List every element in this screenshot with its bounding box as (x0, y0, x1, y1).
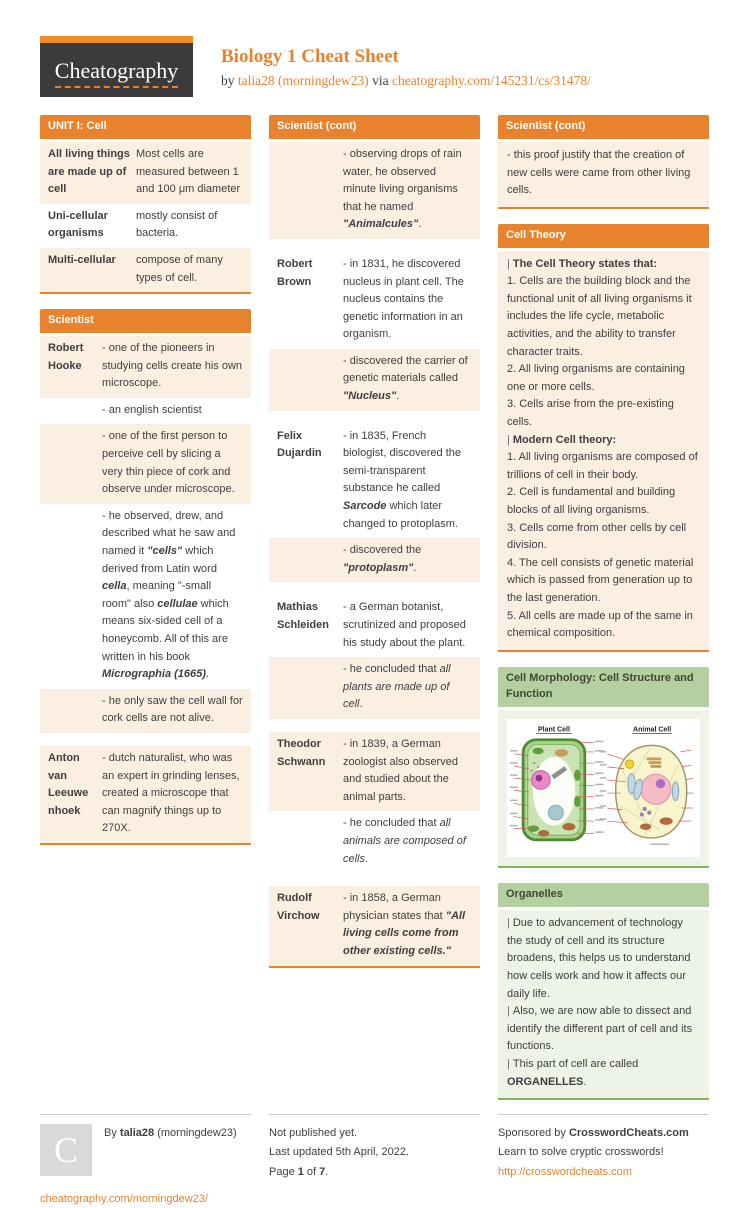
animal-golgi (650, 765, 661, 768)
table-row (269, 424, 480, 539)
animal-cell-title: Animal Cell (633, 725, 672, 733)
table-row (269, 595, 480, 657)
section-cell-morphology (498, 667, 709, 869)
table-row (269, 732, 480, 811)
section-header: UNIT I: Cell (40, 115, 251, 139)
profile-url-link[interactable]: cheatography.com/morningdew23/ (40, 1193, 208, 1206)
row-spacer (269, 239, 480, 252)
row-term (40, 398, 100, 425)
row-term (269, 538, 341, 582)
row-term: Anton van Leeuwe nhoek (48, 751, 89, 817)
cheatography-c-logo: C (40, 1124, 92, 1176)
table-row (40, 336, 251, 398)
plant-mitochondrion (562, 823, 575, 830)
sponsor-url-link[interactable]: http://crosswordcheats.com (498, 1165, 632, 1178)
section-text: | Due to advancement of technology the study of cell and its structure broadens, this helps us to understand how cells work and how it affects our daily life. | Also, we are now able to dissect and identify the different part of cell and its functions. | This part of cell are called ORGANELLES. (498, 910, 709, 1098)
row-term: All living things are made up of cell (48, 147, 130, 196)
row-term (40, 424, 100, 503)
logo-wordmark: Cheatography (40, 43, 193, 97)
table-row (40, 204, 251, 248)
table-row (40, 248, 251, 292)
row-definition: - in 1839, a German zoologist also observed and studied about the animal parts. (343, 737, 458, 803)
row-definition: - discovered the carrier of genetic materials called "Nucleus". (343, 354, 468, 403)
section-organelles (498, 883, 709, 1100)
via-label: via (372, 72, 389, 88)
row-definition: - observing drops of rain water, he observed minute living organisms that he named "Animalcules". (343, 147, 462, 231)
row-term: Uni-cellular organisms (48, 209, 108, 240)
row-term: Rudolf Virchow (277, 892, 320, 922)
footer-byline: By talia28 (morningdew23) (104, 1127, 237, 1140)
column-3 (498, 115, 709, 1100)
last-updated: Last updated 5th April, 2022. (269, 1146, 410, 1159)
row-term: Multi-cellular (48, 253, 116, 266)
row-term: Robert Brown (277, 257, 313, 288)
table-row (40, 142, 251, 204)
plant-cell-title: Plant Cell (537, 725, 570, 733)
animal-golgi (647, 757, 662, 760)
sponsor-tagline: Learn to solve cryptic crosswords! (498, 1146, 664, 1159)
section-header: Scientist (cont) (269, 115, 480, 139)
table-row (269, 142, 480, 239)
cell-diagram-image[interactable] (507, 719, 700, 858)
table-row (40, 504, 251, 689)
section-scientist-cont-2 (498, 115, 709, 209)
plant-chloroplast (528, 825, 539, 832)
logo-accent-bar (40, 36, 193, 43)
column-2 (269, 115, 480, 968)
row-definition: - he concluded that all plants are made up of cell. (343, 663, 451, 711)
table-row (40, 689, 251, 733)
footer-sponsor-column (498, 1114, 709, 1207)
row-definition: - one of the first person to perceive cell by slicing a very thin piece of cork and observe under microscope. (102, 430, 235, 496)
byline (221, 73, 591, 89)
table-row (40, 746, 251, 843)
sponsor-line: Sponsored by CrosswordCheats.com (498, 1127, 689, 1140)
animal-golgi (648, 761, 661, 764)
content-columns (40, 115, 710, 1100)
section-cell-theory (498, 224, 709, 652)
animal-er (672, 781, 679, 800)
animal-mitochondrion (660, 817, 673, 824)
row-definition: - in 1858, a German physician states that "All living cells come from other existing cells." (343, 892, 466, 957)
page-footer (40, 1114, 710, 1207)
row-term (269, 349, 341, 411)
plant-mitochondrion (538, 830, 549, 837)
row-definition: - discovered the "protoplasm". (343, 544, 422, 574)
row-definition: compose of many types of cell. (136, 253, 223, 284)
section-header: Cell Morphology: Cell Structure and Function (498, 667, 709, 707)
plant-chloroplast (532, 747, 543, 754)
plant-chloroplast (574, 769, 581, 780)
row-definition: mostly consist of bacteria. (136, 209, 218, 240)
animal-mitochondrion (640, 823, 651, 830)
footer-status-column (269, 1114, 480, 1207)
row-spacer (40, 733, 251, 746)
row-definition: - in 1831, he discovered nucleus in plant cell. The nucleus contains the genetic information in an organism. (343, 257, 464, 341)
section-header: Scientist (cont) (498, 115, 709, 139)
plant-golgi (555, 749, 568, 756)
row-spacer (269, 582, 480, 595)
by-label: by (221, 72, 235, 88)
table-row (269, 538, 480, 582)
row-definition: - dutch naturalist, who was an expert in grinding lenses, created a microscope that can magnify things up to 270X. (102, 751, 240, 835)
section-header: Organelles (498, 883, 709, 907)
row-definition: - a German botanist, scrutinized and proposed his study about the plant. (343, 601, 466, 649)
row-spacer (269, 719, 480, 732)
animal-nucleus (641, 774, 671, 804)
row-definition: - he only saw the cell wall for cork cells are not alive. (102, 694, 243, 725)
row-term: Robert Hooke (48, 342, 84, 372)
row-term (40, 504, 100, 689)
page-number: Page 1 of 7. (269, 1165, 329, 1178)
title-block (221, 36, 591, 89)
row-term (269, 657, 341, 719)
animal-nucleolus (656, 779, 665, 788)
section-header: Scientist (40, 309, 251, 333)
row-definition: Most cells are measured between 1 and 100 μm diameter (136, 147, 241, 196)
row-term: Theodor Schwann (277, 737, 326, 768)
cheatography-logo[interactable] (40, 36, 193, 97)
table-row (269, 811, 480, 873)
row-spacer (269, 873, 480, 886)
row-definition: - he observed, drew, and described what he saw and named it "cells" which derived from Latin word cella, meaning "-small room" also cellulae which means six-sided cell of a honeycomb. All of this are written in his book Micrographia (1665). (102, 509, 236, 681)
plant-nucleolus (536, 774, 543, 781)
row-definition: - he concluded that all animals are composed of cells. (343, 817, 466, 865)
row-term (269, 142, 341, 239)
footer-author-column (40, 1114, 251, 1207)
page-title: Biology 1 Cheat Sheet (221, 46, 399, 67)
row-definition: - in 1835, French biologist, discovered the semi-transparent substance he called Sarcode which later changed to protoplasm. (343, 429, 462, 530)
row-term: Mathias Schleiden (277, 601, 329, 631)
row-definition: - one of the pioneers in studying cells create his own microscope. (102, 342, 243, 390)
section-header: Cell Theory (498, 224, 709, 248)
table-row (269, 657, 480, 719)
author-link[interactable]: talia28 (morningdew23) (237, 72, 369, 88)
animal-lysosome (625, 759, 633, 767)
table-row (40, 398, 251, 425)
row-spacer (269, 411, 480, 424)
column-1 (40, 115, 251, 845)
publish-status: Not published yet. (269, 1127, 358, 1140)
row-term (40, 689, 100, 733)
table-row (269, 252, 480, 349)
table-row (269, 886, 480, 965)
row-term (269, 811, 341, 873)
cell-diagram-svg (510, 722, 697, 855)
section-scientist (40, 309, 251, 845)
cell-diagram-row (498, 710, 709, 867)
section-text: | The Cell Theory states that: 1. Cells are the building block and the functional unit of all living organisms it includes the life cycle, metabolic activities, and the ability to transfer character traits. 2. All living organisms are containing one or more cells. 3. Cells arise from the pre-existing cells. | Modern Cell theory: 1. All living organisms are composed of trillions of cell in their body. 2. Cell is fundamental and building blocks of all living organisms. 3. Cells come from other cells by cell division. 4. The cell consists of genetic material which is passed from generation up to the last generation. 5. All cells are made up of the same in chemical composition. (498, 251, 709, 650)
table-row (40, 424, 251, 503)
section-text: - this proof justify that the creation of new cells were came from other living cells. (498, 142, 709, 207)
row-definition: - an english scientist (102, 403, 202, 416)
plant-chloroplast (574, 795, 581, 806)
plant-organelle (548, 805, 563, 820)
section-unit1-cell (40, 115, 251, 294)
page-header (0, 0, 750, 115)
section-scientist-cont (269, 115, 480, 968)
sheet-url-link[interactable]: cheatography.com/145231/cs/31478/ (391, 72, 591, 88)
row-term: Felix Dujardin (277, 429, 322, 460)
table-row (269, 349, 480, 411)
